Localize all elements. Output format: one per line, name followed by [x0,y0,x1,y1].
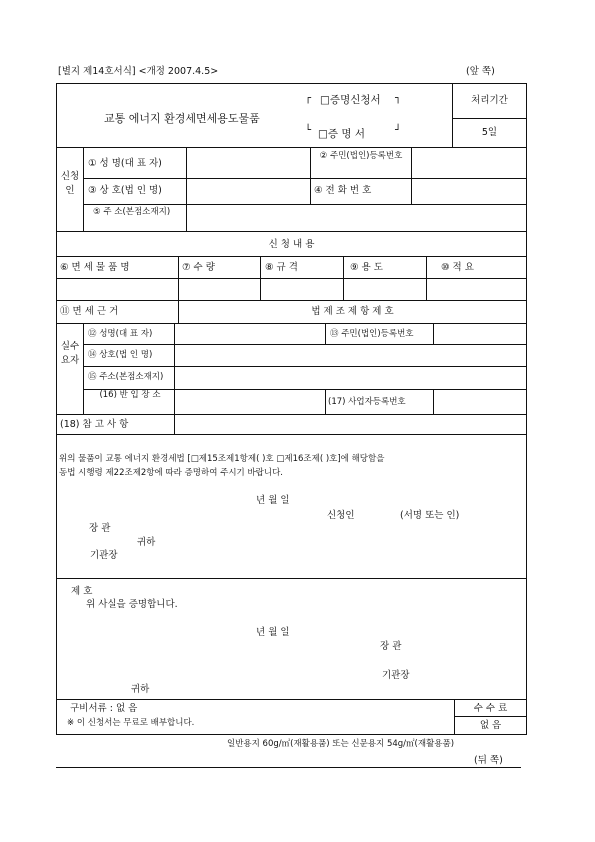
applicant-phone-label: ④ 전 화 번 호 [314,185,372,196]
certificate-date[interactable]: 년 월 일 [256,627,290,638]
reference-field[interactable] [176,416,525,433]
user-trade-field[interactable] [176,346,525,365]
col-quantity: ⑦ 수 량 [182,262,215,273]
option-certificate[interactable]: □증 명 서 [318,128,366,140]
user-id-field[interactable] [435,325,525,343]
certificate-statement: 위 사실을 증명합니다. [86,599,178,610]
user-address-field[interactable] [176,368,525,388]
certificate-agency-head-label: 기관장 [382,670,410,681]
quantity-field[interactable] [180,280,258,299]
user-place-field[interactable] [176,391,323,413]
certificate-number[interactable]: 제 호 [71,586,93,597]
spec-field[interactable] [262,280,341,299]
col-spec: ⑧ 규 격 [265,262,298,273]
user-section-label: 실수요자 [60,341,80,366]
user-id-label: ⑬ 주민(법인)등록번호 [330,329,414,339]
certificate-minister-label: 장 관 [380,641,402,652]
applicant-section-label: 신청인 [60,171,80,196]
processing-period-value: 5일 [481,127,498,138]
applicant-trade-field[interactable] [188,180,308,203]
request-content-heading: 신 청 내 용 [268,239,315,250]
fee-value: 없 음 [479,720,502,731]
bracket-bottom-left: └ [305,125,312,136]
applicant-name-label: ① 성 명(대 표 자) [88,158,162,169]
minister-label: 장 관 [89,523,111,534]
required-documents: 구비서류 : 없 음 [70,703,138,714]
col-remarks: ⑩ 적 요 [441,262,474,273]
applicant-name-field[interactable] [188,149,308,177]
user-name-label: ⑫ 성명(대 표 자) [88,329,153,339]
user-biz-field[interactable] [435,391,525,413]
user-place-label: (16) 반 입 장 소 [99,390,161,400]
remarks-field[interactable] [428,280,525,299]
application-body-line2: 동법 시행령 제22조제2항에 따라 증명하여 주시기 바랍니다. [59,468,283,478]
applicant-phone-field[interactable] [413,180,525,203]
exemption-basis-value[interactable]: 법 제 조 제 항 제 호 [311,306,394,317]
applicant-address-field[interactable] [188,206,525,230]
certificate-honorific: 귀하 [131,684,150,695]
exemption-basis-label: ⑪ 면 세 근 거 [60,306,119,317]
bracket-top-left: ┌ [305,93,312,104]
applicant-trade-label: ③ 상 호(법 인 명) [88,185,162,196]
reference-label: (18) 참 고 사 항 [60,419,129,430]
user-address-label: ⑮ 주소(본점소재지) [88,372,164,382]
free-distribution-note: ※ 이 신청서는 무료로 배부합니다. [67,718,195,728]
form-number: [별지 제14호서식] <개정 2007.4.5> [58,66,219,77]
fee-label: 수 수 료 [473,703,508,714]
addressee-honorific: 귀하 [137,537,156,548]
application-date[interactable]: 년 월 일 [256,495,290,506]
applicant-id-label: ② 주민(법인)등록번호 [319,151,403,161]
signature-or-seal[interactable]: (서명 또는 인) [400,510,460,521]
purpose-field[interactable] [345,280,424,299]
applicant-id-field[interactable] [413,149,525,177]
option-application[interactable]: □증명신청서 [320,94,381,106]
application-body-line1: 위의 물품이 교통 에너지 환경세법 [□제15조제1항제( )호 □제16조제( )호]에 해당함을 [59,454,385,464]
bottom-divider [56,767,521,768]
user-biz-label: (17) 사업자등록번호 [328,397,406,407]
col-item-name: ⑥ 면 세 물 품 명 [60,262,130,273]
back-side-label: (뒤 쪽) [474,755,503,766]
item-name-field[interactable] [58,280,176,299]
col-purpose: ⑨ 용 도 [350,262,383,273]
user-trade-label: ⑭ 상호(법 인 명) [88,350,153,360]
applicant-signature-label: 신청인 [327,510,355,521]
agency-head-label: 기관장 [90,550,118,561]
bracket-top-right: ┐ [395,93,402,104]
front-side-label: (앞 쪽) [466,66,495,77]
bracket-bottom-right: ┘ [395,125,402,136]
form-title: 교통 에너지 환경세면세용도물품 [104,112,260,125]
processing-period-label: 처리기간 [471,95,508,106]
user-name-field[interactable] [176,325,323,343]
paper-spec: 일반용지 60g/㎡(재활용품) 또는 신문용지 54g/㎡(재활용품) [227,739,455,749]
applicant-address-label: ⑤ 주 소(본점소재지) [93,207,171,217]
